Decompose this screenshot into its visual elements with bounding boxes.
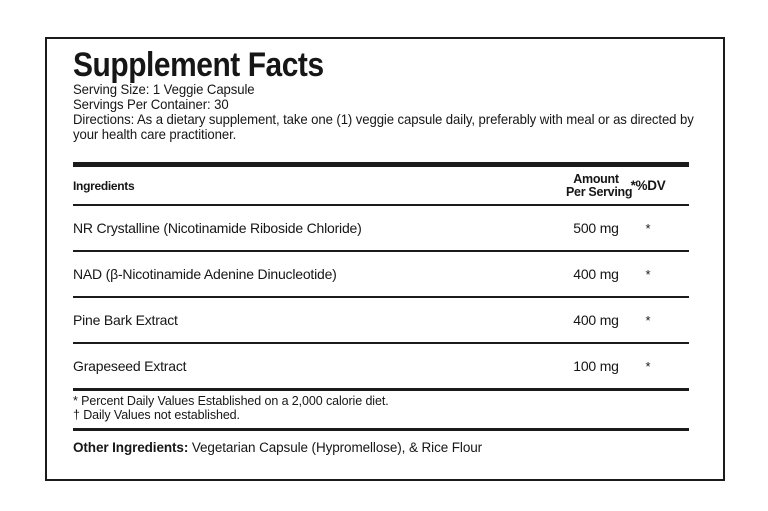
- table-row: [73, 252, 689, 296]
- other-ingredients-text: Vegetarian Capsule (Hypromellose), & Rice Flour: [188, 440, 483, 455]
- footnote-daily-values: * Percent Daily Values Established on a 2,000 calorie diet.: [73, 394, 389, 408]
- table-header-row: [73, 167, 689, 204]
- ingredient-name: Pine Bark Extract: [73, 312, 178, 328]
- header-ingredients: Ingredients: [73, 178, 135, 193]
- ingredient-amount: 500 mg: [573, 220, 619, 236]
- footnote-not-established: † Daily Values not established.: [73, 408, 240, 422]
- ingredient-name: NAD (β-Nicotinamide Adenine Dinucleotide): [73, 266, 337, 282]
- panel-title: Supplement Facts: [73, 46, 324, 84]
- ingredient-dv: *: [645, 312, 651, 328]
- intro-block: [73, 82, 712, 142]
- ingredient-name: Grapeseed Extract: [73, 358, 187, 374]
- ingredient-dv: *: [645, 266, 651, 282]
- ingredient-amount: 100 mg: [573, 358, 619, 374]
- other-ingredients-line: [73, 431, 689, 455]
- footnotes-block: [73, 391, 689, 428]
- servings-per-container-line: Servings Per Container: 30: [73, 96, 229, 112]
- header-percent-dv: *%DV: [630, 178, 666, 193]
- ingredients-table: [73, 162, 689, 455]
- serving-size-line: Serving Size: 1 Veggie Capsule: [73, 81, 255, 97]
- table-row: [73, 344, 689, 388]
- supplement-facts-panel: [45, 37, 725, 481]
- header-amount-per-serving: Amount Per Serving: [566, 171, 633, 199]
- ingredient-amount: 400 mg: [573, 312, 619, 328]
- table-row: [73, 298, 689, 342]
- ingredient-dv: *: [645, 358, 651, 374]
- ingredient-amount: 400 mg: [573, 266, 619, 282]
- ingredient-dv: *: [645, 220, 651, 236]
- directions-line: Directions: As a dietary supplement, take one (1) veggie capsule daily, preferably with meal or as directed by your health care practitioner.: [73, 111, 694, 142]
- table-row: [73, 206, 689, 250]
- ingredient-name: NR Crystalline (Nicotinamide Riboside Chloride): [73, 220, 362, 236]
- other-ingredients-label: Other Ingredients:: [73, 440, 189, 455]
